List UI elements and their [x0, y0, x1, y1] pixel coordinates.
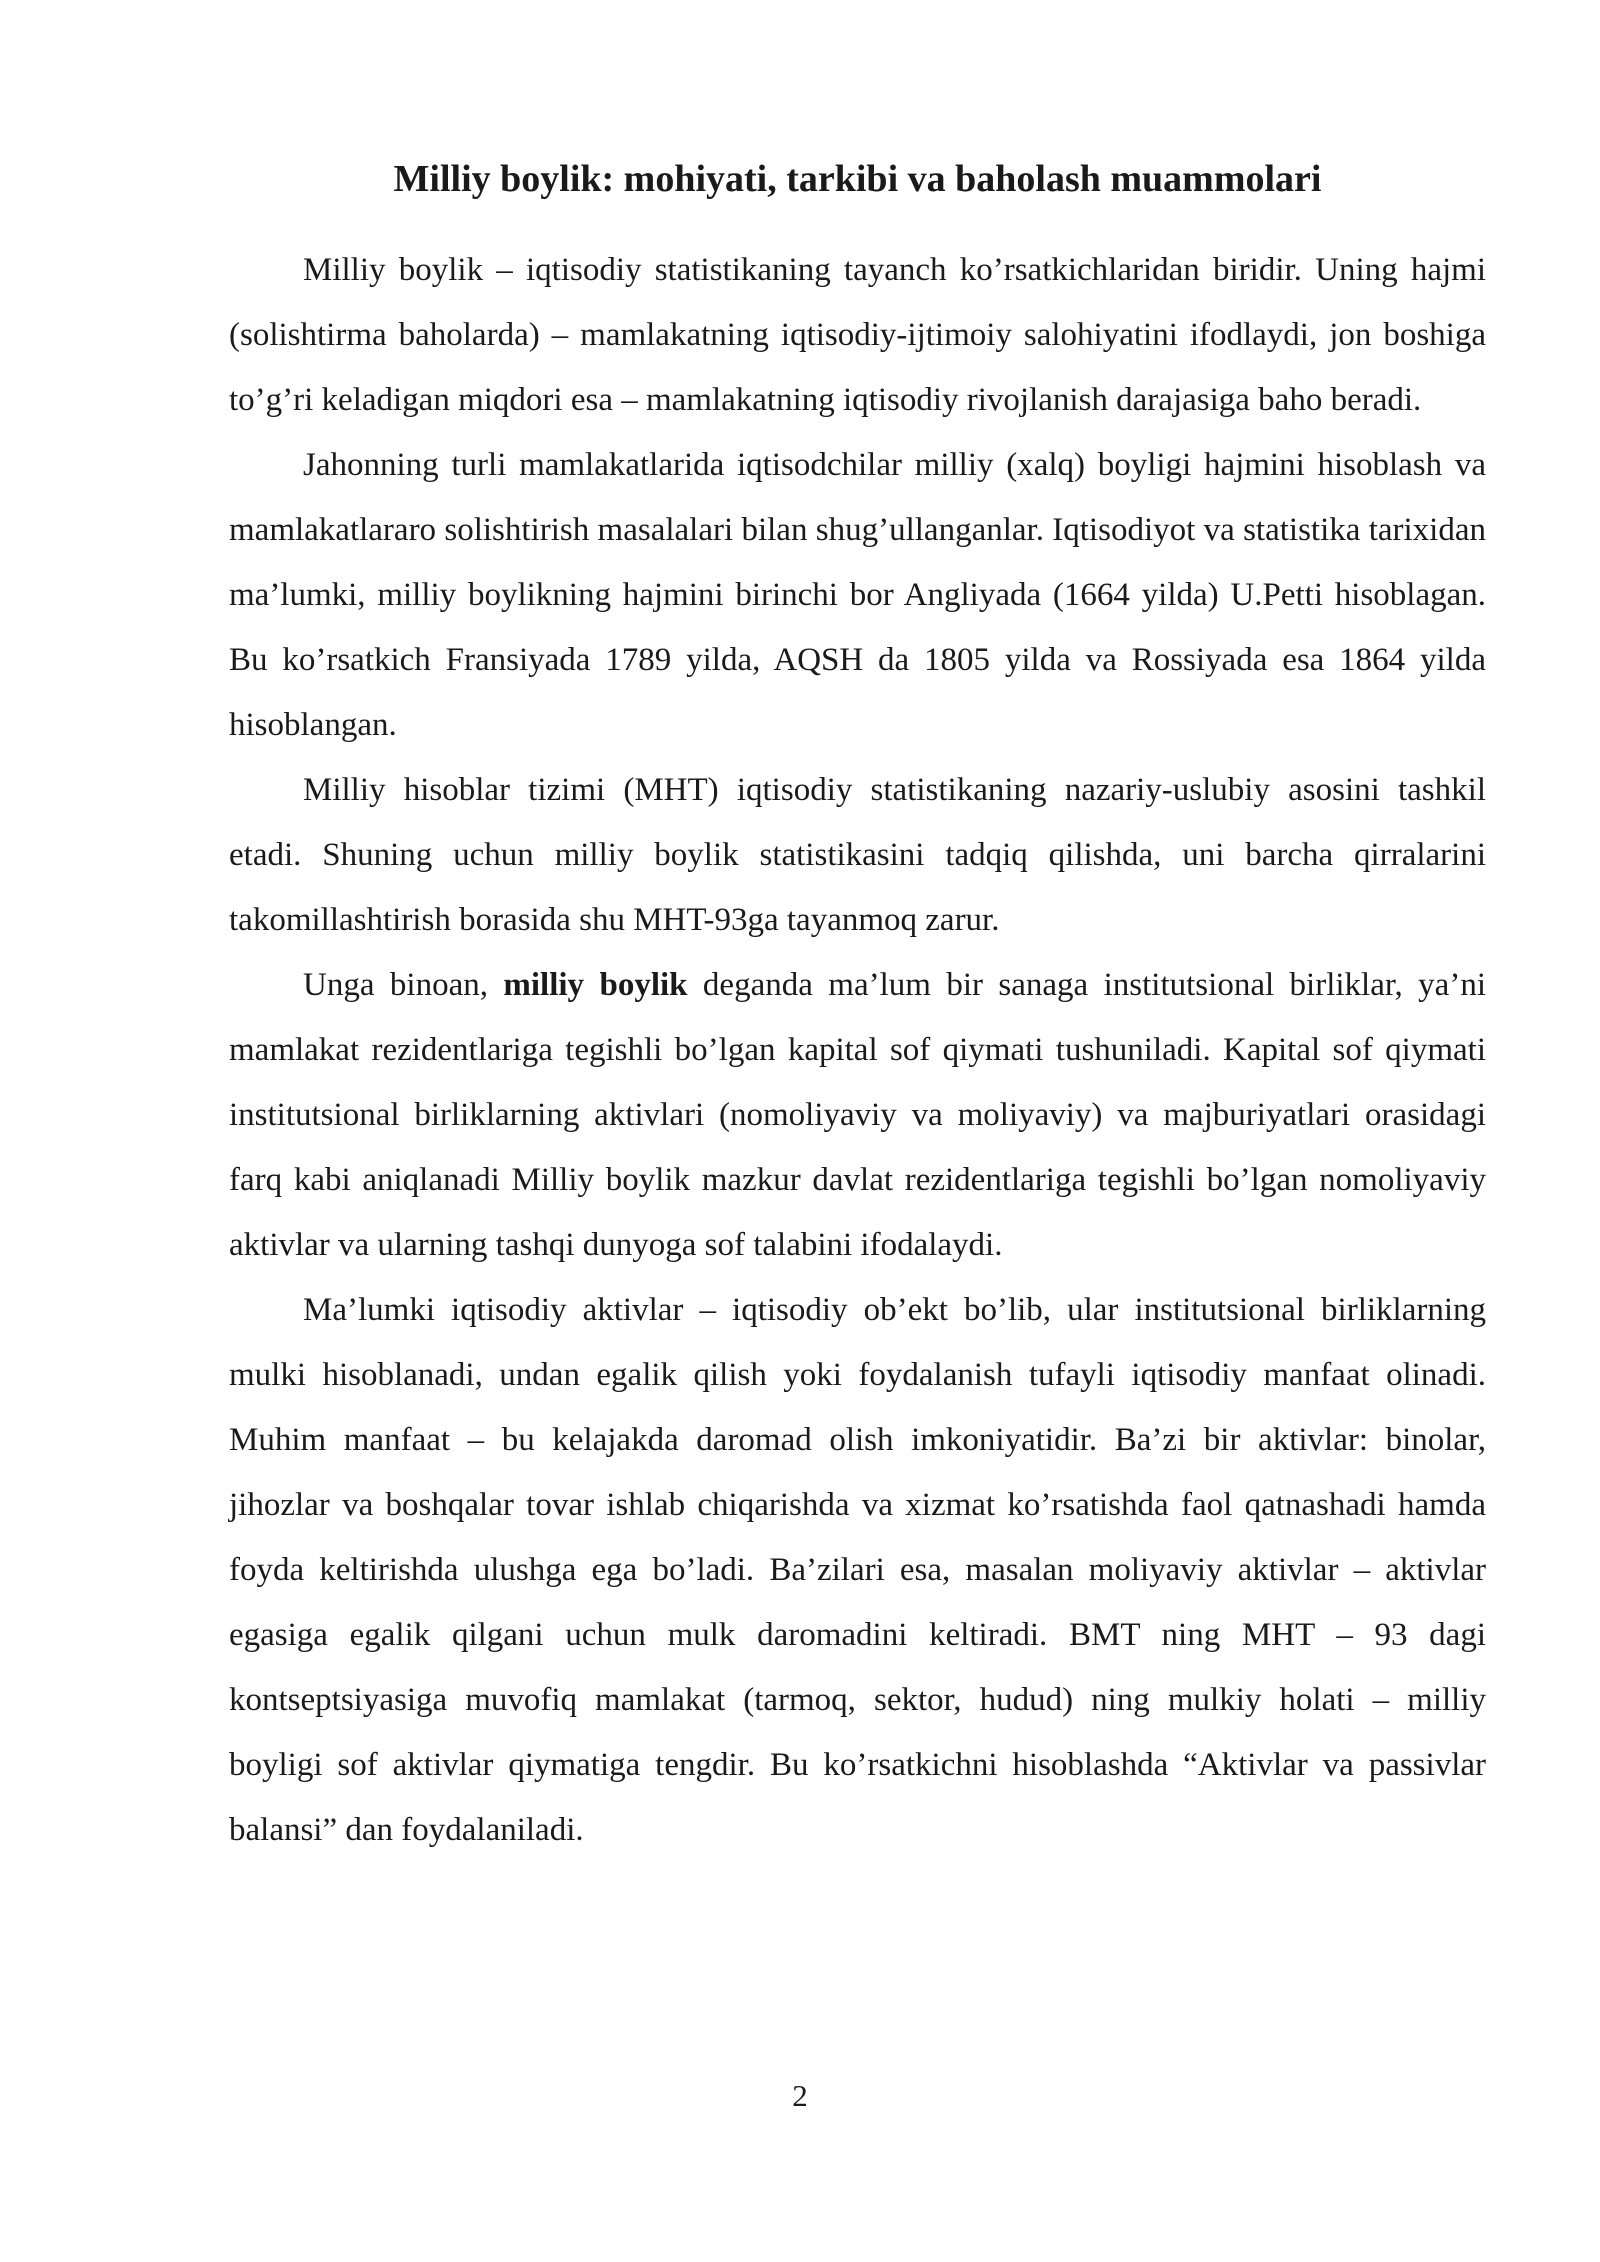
document-page	[229, 150, 1486, 1863]
paragraph-1: Milliy boylik – iqtisodiy statistikaning tayanch ko’rsatkichlaridan biridir. Uning hajmi (solishtirma baholarda) – mamlakatning iqtisodiy-ijtimoiy salohiyatini ifodlaydi, jon boshiga to’g’ri keladigan miqdori esa – mamlakatning iqtisodiy rivojlanish darajasiga baho beradi.	[229, 252, 1486, 418]
paragraph-3: Milliy hisoblar tizimi (MHT) iqtisodiy statistikaning nazariy-uslubiy asosini tashkil etadi. Shuning uchun milliy boylik statistikasini tadqiq qilishda, uni barcha qirralarini takomillashtirish borasida shu MHT-93ga tayanmoq zarur.	[229, 772, 1486, 938]
document-title: Milliy boylik: mohiyati, tarkibi va baholash muammolari	[393, 158, 1322, 200]
page-number: 2	[792, 2078, 808, 2113]
paragraph-4-lead: Unga binoan,	[303, 967, 504, 1003]
term-milliy-boylik: milliy boylik	[503, 967, 688, 1003]
paragraph-2: Jahonning turli mamlakatlarida iqtisodchilar milliy (xalq) boyligi hajmini hisoblash va mamlakatlararo solishtirish masalalari bilan shug’ullanganlar. Iqtisodiyot va statistika tarixidan ma’lumki, milliy boylikning hajmini birinchi bor Angliyada (1664 yilda) U.Petti hisoblagan. Bu ko’rsatkich Fransiyada 1789 yilda, AQSH da 1805 yilda va Rossiyada esa 1864 yilda hisoblangan.	[229, 447, 1486, 743]
paragraph-4-rest: deganda ma’lum bir sanaga institutsional birliklar, ya’ni mamlakat rezidentlariga tegishli bo’lgan kapital sof qiymati tushuniladi. Kapital sof qiymati institutsional birliklarning aktivlari (nomoliyaviy va moliyaviy) va majburiyatlari orasidagi farq kabi aniqlanadi Milliy boylik mazkur davlat rezidentlariga tegishli bo’lgan nomoliyaviy aktivlar va ularning tashqi dunyoga sof talabini ifodalaydi.	[229, 967, 1486, 1263]
paragraph-5: Ma’lumki iqtisodiy aktivlar – iqtisodiy ob’ekt bo’lib, ular institutsional birliklarning mulki hisoblanadi, undan egalik qilish yoki foydalanish tufayli iqtisodiy manfaat olinadi. Muhim manfaat – bu kelajakda daromad olish imkoniyatidir. Ba’zi bir aktivlar: binolar, jihozlar va boshqalar tovar ishlab chiqarishda va xizmat ko’rsatishda faol qatnashadi hamda foyda keltirishda ulushga ega bo’ladi. Ba’zilari esa, masalan moliyaviy aktivlar – aktivlar egasiga egalik qilgani uchun mulk daromadini keltiradi. BMT ning MHT – 93 dagi kontseptsiyasiga muvofiq mamlakat (tarmoq, sektor, hudud) ning mulkiy holati – milliy boyligi sof aktivlar qiymatiga tengdir. Bu ko’rsatkichni hisoblashda “Aktivlar va passivlar balansi” dan foydalaniladi.	[229, 1292, 1486, 1848]
paragraph-4	[229, 953, 1486, 1278]
